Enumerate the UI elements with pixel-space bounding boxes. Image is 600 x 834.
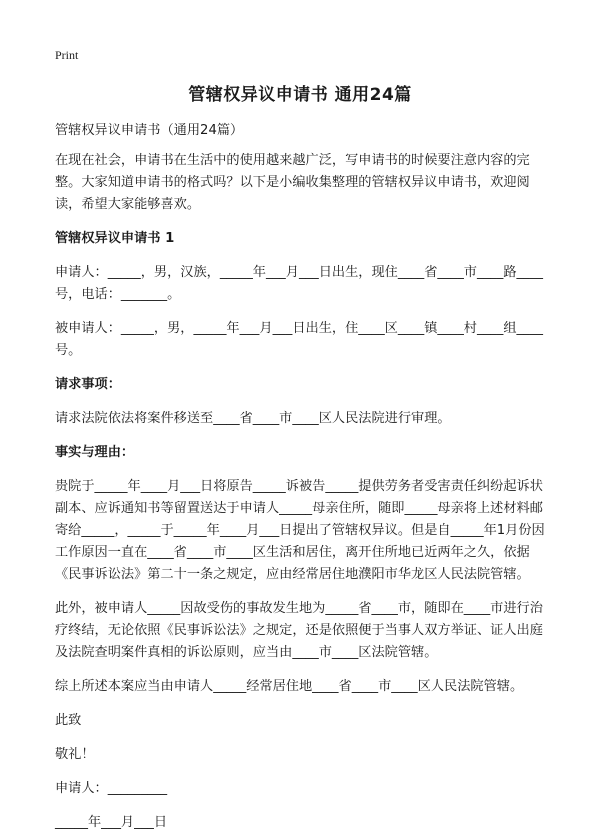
requests-heading: 请求事项： [55, 377, 121, 392]
document-body [55, 120, 547, 834]
intro-paragraph: 在现在社会，申请书在生活中的使用越来越广泛，写申请书的时候要注意内容的完整。大家知道申请书的格式吗？以下是小编收集整理的管辖权异议申请书，欢迎阅读，希望大家能够喜欢。 [55, 153, 530, 212]
section-heading-1: 管辖权异议申请书 1 [55, 231, 175, 246]
facts-heading: 事实与理由： [55, 445, 135, 460]
applicant-line: 申请人：_____，男，汉族，_____年___月___日出生，现住____省____市____路____号，电话：_______。 [55, 265, 543, 302]
closing-salutation: 此致 [55, 713, 82, 728]
closing-regards: 敬礼！ [55, 747, 95, 762]
respondent-line: 被申请人：_____，男，_____年___月___日出生，住____区____镇____村____组____号。 [55, 321, 543, 358]
facts-paragraph-1: 贵院于_____年____月___日将原告_____诉被告_____提供劳务者受害责任纠纷起诉状副本、应诉通知书等留置送达于申请人_____母亲住所，随即_____母亲将上述材料邮寄给_____，_____于_____年____月___日提出了管辖权异议。但是自_____年1月份因工作原因一直在____省____市____区生活和居住，离开住所地已近两年之久，依据《民事诉讼法》第二十一条之规定，应由经常居住地濮阳市华龙区人民法院管辖。 [55, 479, 545, 582]
document-subtitle: 管辖权异议申请书（通用24篇） [55, 123, 244, 138]
document-title: 管辖权异议申请书 通用24篇 [188, 85, 412, 105]
conclusion-paragraph: 综上所述本案应当由申请人_____经常居住地____省____市____区人民法院管辖。 [55, 679, 524, 694]
date-line: _____年___月___日 [55, 815, 168, 830]
signature-line: 申请人：_________ [55, 781, 168, 796]
requests-paragraph: 请求法院依法将案件移送至____省____市____区人民法院进行审理。 [55, 411, 451, 426]
print-link[interactable]: Print [55, 48, 79, 62]
facts-paragraph-2: 此外，被申请人_____因故受伤的事故发生地为_____省____市，随即在____市进行治疗终结，无论依照《民事诉讼法》之规定，还是依照便于当事人双方举证、证人出庭及法院查明案件真相的诉讼原则，应当由____市____区法院管辖。 [55, 601, 543, 660]
